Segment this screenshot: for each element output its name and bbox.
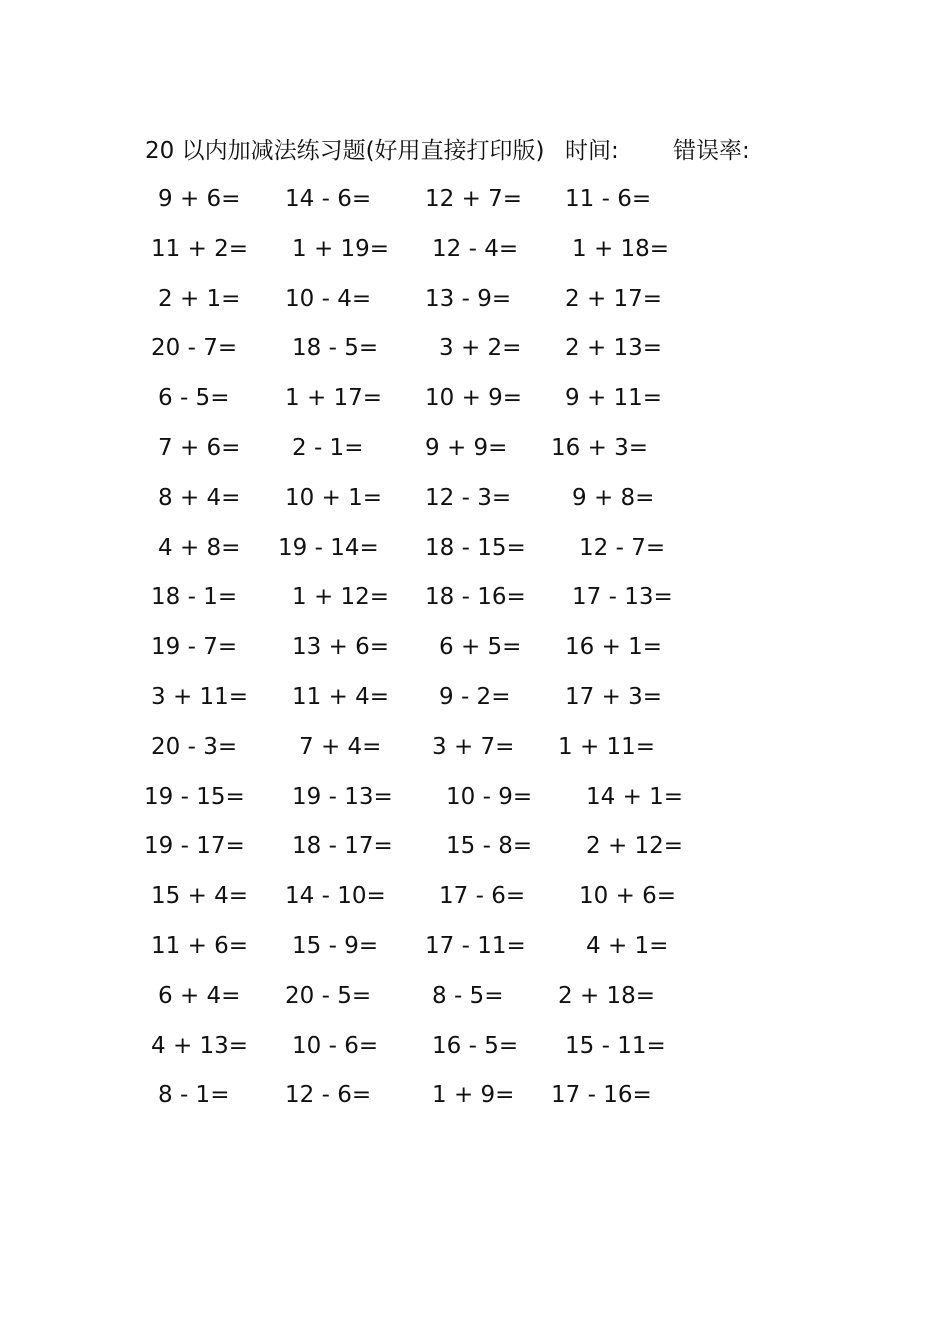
problem-row: [0, 284, 950, 334]
problem-item: 3 + 2=: [439, 335, 522, 362]
problem-row: [0, 533, 950, 583]
problem-item: 1 + 12=: [292, 584, 390, 611]
problem-item: 13 - 9=: [425, 285, 512, 312]
problem-item: 16 + 1=: [565, 634, 663, 661]
problem-item: 19 - 7=: [151, 634, 238, 661]
problem-item: 18 - 1=: [151, 584, 238, 611]
problem-item: 20 - 3=: [151, 733, 238, 760]
problem-item: 18 - 15=: [425, 534, 526, 561]
error-rate-label: 错误率:: [673, 138, 750, 164]
problem-item: 19 - 17=: [144, 833, 245, 860]
problem-item: 15 + 4=: [151, 883, 249, 910]
problem-item: 10 - 6=: [292, 1032, 379, 1059]
problem-item: 16 - 5=: [432, 1032, 519, 1059]
problem-item: 7 + 4=: [299, 733, 382, 760]
problem-row: [0, 383, 950, 433]
problem-item: 14 - 6=: [285, 186, 372, 212]
problem-row: [0, 234, 950, 284]
problem-item: 12 - 7=: [579, 534, 666, 561]
problem-item: 14 + 1=: [586, 783, 684, 810]
problem-item: 2 + 17=: [565, 285, 663, 312]
problem-item: 17 - 13=: [572, 584, 673, 611]
problem-item: 6 + 4=: [158, 982, 241, 1009]
problem-item: 1 + 18=: [572, 235, 670, 262]
problem-item: 17 + 3=: [565, 683, 663, 710]
problem-item: 12 + 7=: [425, 186, 523, 212]
problem-item: 3 + 7=: [432, 733, 515, 760]
problem-item: 13 + 6=: [292, 634, 390, 661]
problem-item: 3 + 11=: [151, 683, 249, 710]
problem-item: 10 - 9=: [446, 783, 533, 810]
problem-row: [0, 632, 950, 682]
problem-row: [0, 981, 950, 1031]
problem-item: 4 + 13=: [151, 1032, 249, 1059]
problem-item: 18 - 16=: [425, 584, 526, 611]
worksheet-header: [145, 136, 750, 166]
problem-item: 4 + 1=: [586, 932, 669, 959]
problem-item: 2 + 13=: [565, 335, 663, 362]
problem-item: 8 - 1=: [158, 1082, 230, 1109]
problem-item: 19 - 15=: [144, 783, 245, 810]
problem-item: 20 - 5=: [285, 982, 372, 1009]
problem-item: 19 - 13=: [292, 783, 393, 810]
problem-row: [0, 682, 950, 732]
problem-item: 17 - 11=: [425, 932, 526, 959]
problem-row: [0, 184, 950, 234]
problem-item: 9 + 8=: [572, 484, 655, 511]
problem-item: 19 - 14=: [278, 534, 379, 561]
problem-item: 6 + 5=: [439, 634, 522, 661]
problem-row: [0, 1031, 950, 1081]
problem-item: 2 + 1=: [158, 285, 241, 312]
problem-item: 14 - 10=: [285, 883, 386, 910]
problem-item: 11 - 6=: [565, 186, 652, 212]
problem-item: 12 - 6=: [285, 1082, 372, 1109]
problem-item: 16 + 3=: [551, 434, 649, 461]
problem-row: [0, 831, 950, 881]
problem-item: 9 + 6=: [158, 186, 241, 212]
problem-grid: [0, 184, 950, 1130]
problem-item: 1 + 17=: [285, 385, 383, 412]
problem-row: [0, 333, 950, 383]
problem-item: 17 - 6=: [439, 883, 526, 910]
problem-item: 1 + 11=: [558, 733, 656, 760]
problem-item: 15 - 8=: [446, 833, 533, 860]
problem-item: 8 + 4=: [158, 484, 241, 511]
problem-item: 1 + 19=: [292, 235, 390, 262]
time-label: 时间:: [565, 138, 619, 164]
problem-item: 7 + 6=: [158, 434, 241, 461]
problem-row: [0, 582, 950, 632]
problem-item: 9 + 11=: [565, 385, 663, 412]
problem-item: 8 - 5=: [432, 982, 504, 1009]
problem-item: 11 + 2=: [151, 235, 249, 262]
problem-item: 12 - 3=: [425, 484, 512, 511]
problem-row: [0, 732, 950, 782]
worksheet-title: 20 以内加减法练习题(好用直接打印版): [145, 138, 545, 164]
problem-item: 6 - 5=: [158, 385, 230, 412]
problem-item: 17 - 16=: [551, 1082, 652, 1109]
problem-item: 20 - 7=: [151, 335, 238, 362]
problem-item: 9 + 9=: [425, 434, 508, 461]
problem-item: 11 + 6=: [151, 932, 249, 959]
problem-item: 2 + 12=: [586, 833, 684, 860]
problem-row: [0, 931, 950, 981]
problem-row: [0, 433, 950, 483]
problem-item: 15 - 9=: [292, 932, 379, 959]
problem-item: 18 - 17=: [292, 833, 393, 860]
problem-row: [0, 881, 950, 931]
problem-item: 10 - 4=: [285, 285, 372, 312]
problem-item: 15 - 11=: [565, 1032, 666, 1059]
problem-item: 10 + 1=: [285, 484, 383, 511]
problem-item: 4 + 8=: [158, 534, 241, 561]
problem-item: 18 - 5=: [292, 335, 379, 362]
problem-row: [0, 1080, 950, 1130]
problem-item: 9 - 2=: [439, 683, 511, 710]
problem-item: 10 + 9=: [425, 385, 523, 412]
problem-item: 2 - 1=: [292, 434, 364, 461]
problem-item: 12 - 4=: [432, 235, 519, 262]
problem-item: 1 + 9=: [432, 1082, 515, 1109]
problem-item: 2 + 18=: [558, 982, 656, 1009]
problem-row: [0, 483, 950, 533]
problem-row: [0, 782, 950, 832]
problem-item: 10 + 6=: [579, 883, 677, 910]
problem-item: 11 + 4=: [292, 683, 390, 710]
